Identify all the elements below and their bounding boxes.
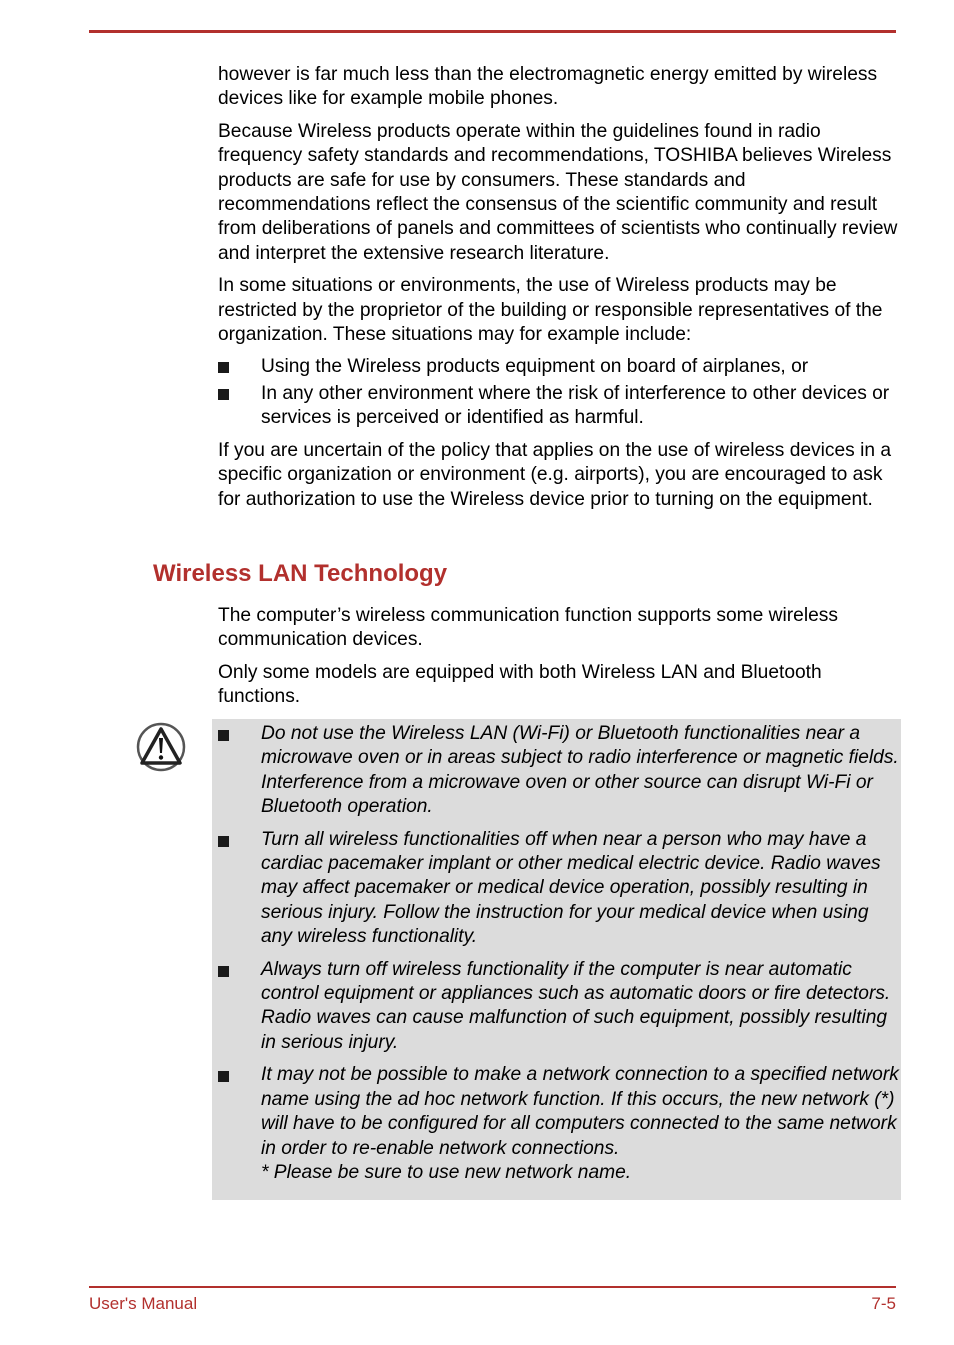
header-rule xyxy=(89,30,896,33)
paragraph: however is far much less than the electromagnetic energy emitted by wireless devices like for example mobile phones. xyxy=(218,64,878,110)
bullet-square-icon xyxy=(218,730,229,741)
bullet-list xyxy=(218,355,898,430)
caution-item xyxy=(218,722,901,820)
list-item xyxy=(218,355,898,379)
footer-manual-label: User's Manual xyxy=(89,1294,198,1313)
caution-box xyxy=(212,719,901,1200)
warning-triangle-icon xyxy=(136,722,186,772)
bullet-square-icon xyxy=(218,836,229,847)
list-item-text: In any other environment where the risk of interference to other devices or services is perceived or identified as harmful. xyxy=(261,382,890,429)
caution-item xyxy=(218,958,901,1056)
footer-rule xyxy=(89,1286,896,1288)
bullet-square-icon xyxy=(218,1071,229,1082)
caution-text: Do not use the Wireless LAN (Wi-Fi) or Bluetooth functionalities near a microwave oven or in areas subject to radio interference or magnetic fields. Interference from a microwave oven or other source can disrupt Wi-Fi or Bluetooth operation. xyxy=(261,723,899,818)
caution-note: * Please be sure to use new network name. xyxy=(261,1161,632,1183)
paragraph: In some situations or environments, the use of Wireless products may be restricted by the proprietor of the building or responsible representatives of the organization. These situations may for example include: xyxy=(218,275,883,346)
bullet-square-icon xyxy=(218,966,229,977)
bullet-square-icon xyxy=(218,389,229,400)
caution-text: It may not be possible to make a network connection to a specified network name using the ad hoc network function. If this occurs, the new network (*) will have to be configured for all computers connected to the same network in order to re-enable network connections. xyxy=(261,1064,899,1159)
list-item xyxy=(218,382,898,431)
caution-item xyxy=(218,1063,901,1185)
caution-text: Always turn off wireless functionality if the computer is near automatic control equipment or appliances such as automatic doors or fire detectors. Radio waves can cause malfunction of such equipment, possibly resulting in serious injury. xyxy=(261,958,891,1053)
intro-section xyxy=(218,63,898,520)
caution-text: Turn all wireless functionalities off when near a person who may have a cardiac pacemaker implant or other medical electric device. Radio waves may affect pacemaker or medical device operation, possibly resulting in serious injury. Follow the instruction for your medical device when using any wireless functionality. xyxy=(261,828,881,948)
paragraph: If you are uncertain of the policy that applies on the use of wireless devices in a specific organization or environment (e.g. airports), you are encouraged to ask for authorization to use the Wireless device prior to turning on the equipment. xyxy=(218,439,892,510)
section-heading: Wireless LAN Technology xyxy=(153,560,448,587)
paragraph: The computer’s wireless communication function supports some wireless communication devices. xyxy=(218,605,838,651)
paragraph: Because Wireless products operate within the guidelines found in radio frequency safety standards and recommendations, TOSHIBA believes Wireless products are safe for use by consumers. These standards and recommendations reflect the consensus of the scientific community and result from deliberations of panels and committees of scientists who continually review and interpret the extensive research literature. xyxy=(218,120,898,264)
paragraph: Only some models are equipped with both Wireless LAN and Bluetooth functions. xyxy=(218,661,822,708)
list-item-text: Using the Wireless products equipment on board of airplanes, or xyxy=(261,356,809,378)
section-body xyxy=(218,604,898,718)
page-number: 7-5 xyxy=(871,1294,896,1313)
caution-item xyxy=(218,828,901,950)
caution-list xyxy=(212,719,901,1185)
bullet-square-icon xyxy=(218,362,229,373)
